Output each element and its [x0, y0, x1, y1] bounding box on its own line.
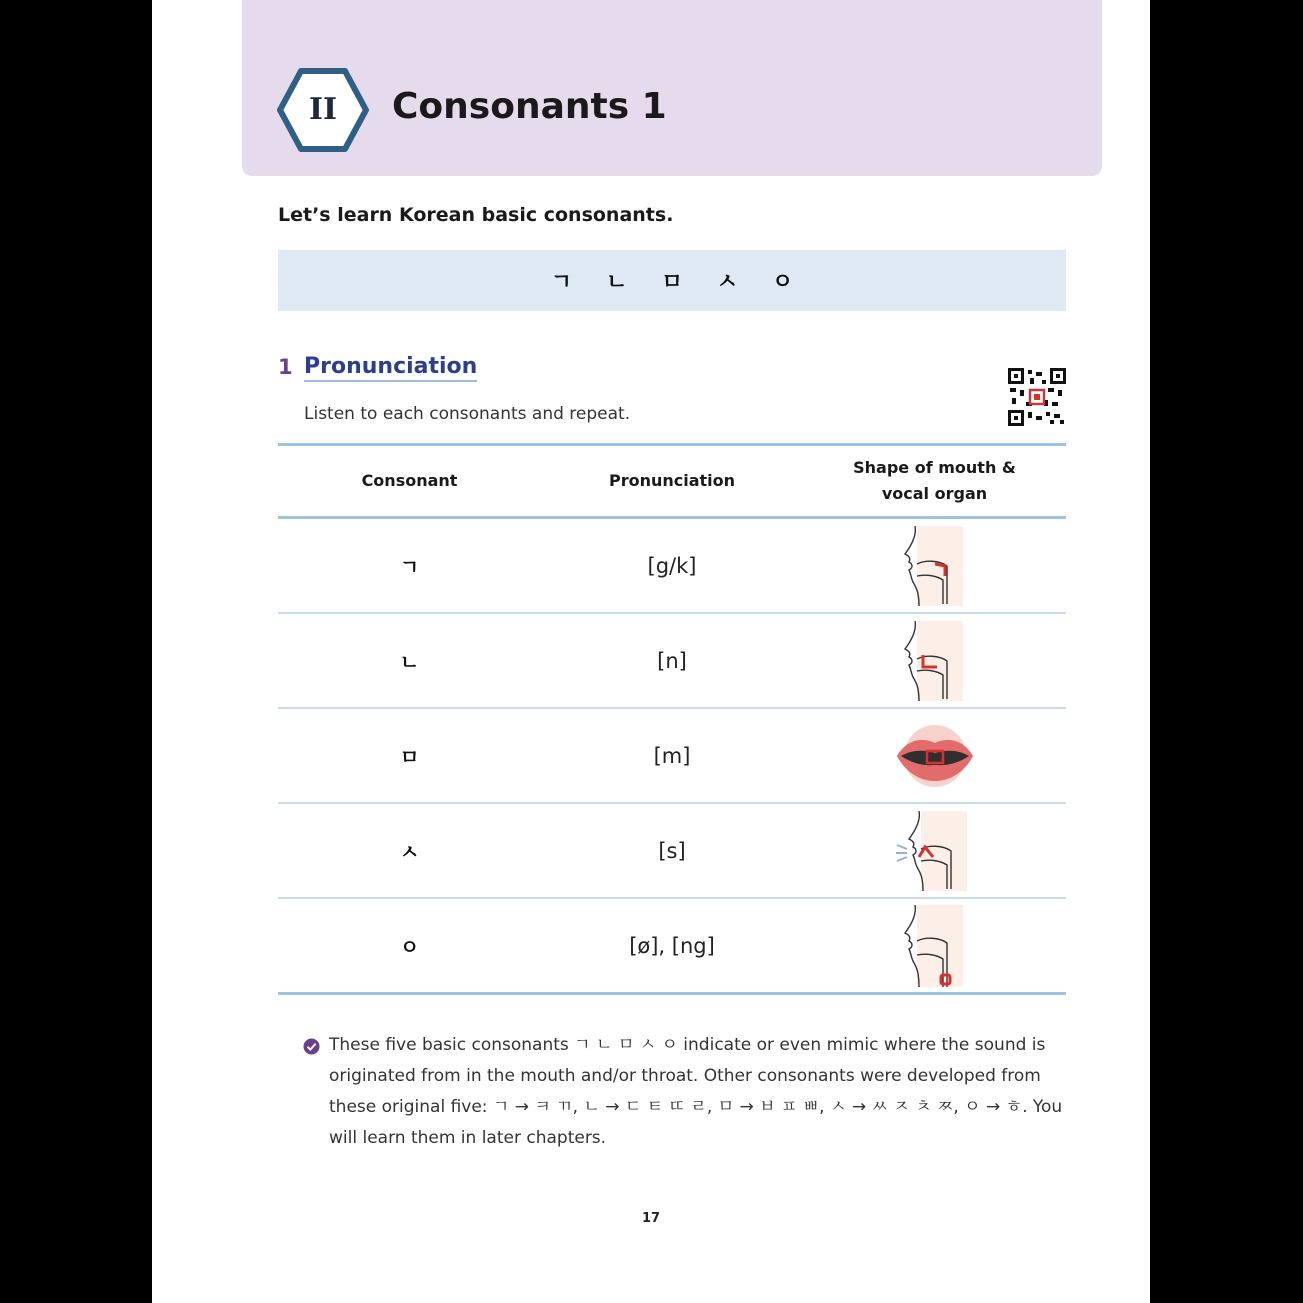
chapter-header: [242, 0, 1102, 176]
intro-text: Let’s learn Korean basic consonants.: [278, 204, 674, 226]
side-profile-velar-icon: [895, 524, 975, 608]
pronunciation-cell: [m]: [653, 743, 691, 768]
illustration-cell: [803, 524, 1066, 608]
header-consonant: Consonant: [361, 471, 458, 490]
consonant-cell: ㅇ: [399, 935, 420, 959]
table-row: [278, 709, 1066, 804]
table-row: [278, 804, 1066, 899]
section-instruction: Listen to each consonants and repeat.: [304, 404, 631, 424]
pronunciation-cell: [g/k]: [647, 553, 697, 578]
table-header-row: [278, 446, 1066, 516]
side-profile-sibilant-icon: [895, 809, 975, 893]
consonant-cell: ㅅ: [399, 840, 420, 864]
illustration-cell: [803, 619, 1066, 703]
chapter-badge: [276, 67, 370, 153]
table-row: [278, 899, 1066, 992]
chapter-number: II: [308, 92, 338, 127]
textbook-page: [152, 0, 1150, 1303]
table-row: [278, 519, 1066, 614]
illustration-cell: [803, 809, 1066, 893]
section-number: 1: [278, 355, 293, 379]
header-shape-label: Shape of mouth & vocal organ: [853, 458, 1016, 503]
header-pronunciation: Pronunciation: [608, 471, 736, 490]
consonant-cell: ㄱ: [399, 555, 420, 579]
pronunciation-cell: [s]: [658, 838, 686, 863]
closed-lips-icon: [893, 723, 977, 789]
consonant-cell: ㅁ: [399, 745, 420, 769]
side-profile-alveolar-icon: [895, 619, 975, 703]
page-number: 17: [641, 1211, 661, 1226]
section-title: Pronunciation: [304, 354, 477, 382]
header-shape: [803, 455, 1066, 507]
pronunciation-cell: [ø], [ng]: [629, 933, 715, 958]
illustration-cell: [803, 723, 1066, 789]
pronunciation-cell: [n]: [657, 648, 687, 673]
check-circle-icon: [303, 1038, 320, 1055]
letter-3: ㅁ: [661, 270, 683, 295]
illustration-cell: [803, 903, 1066, 989]
pronunciation-table: [278, 443, 1066, 995]
letter-5: ㅇ: [771, 270, 794, 295]
table-bottom-rule: [278, 992, 1066, 995]
side-profile-throat-icon: [895, 903, 975, 989]
note-paragraph: These five basic consonants ㄱ ㄴ ㅁ ㅅ ㅇ indicate or even mimic where the sound is originated from in the mouth and/or throat. Other consonants were developed from these original five: ㄱ → ㅋ ㄲ, ㄴ → ㄷ ㅌ ㄸ ㄹ, ㅁ → ㅂ ㅍ ㅃ, ㅅ → ㅆ ㅈ ㅊ ㅉ, ㅇ → ㅎ. You will learn them in later chapters.: [329, 1035, 1063, 1148]
table-row: [278, 614, 1066, 709]
letter-2: ㄴ: [606, 270, 628, 295]
basic-consonant-strip: [278, 250, 1066, 311]
qr-code-icon[interactable]: [1008, 368, 1066, 426]
chapter-title: Consonants 1: [392, 86, 667, 127]
letter-4: ㅅ: [716, 270, 738, 295]
consonant-cell: ㄴ: [399, 650, 420, 674]
letter-1: ㄱ: [550, 270, 573, 295]
